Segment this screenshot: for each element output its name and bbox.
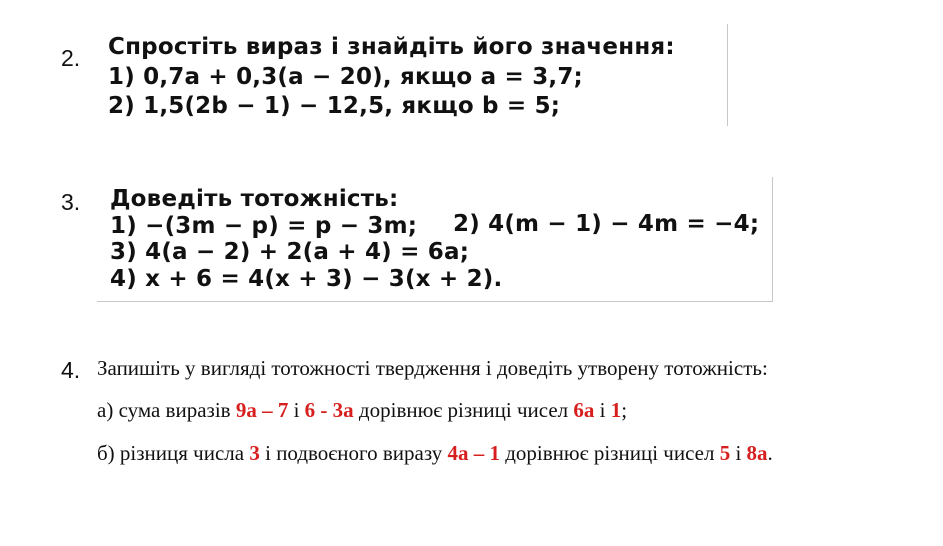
task-4-number: 4. [61,357,81,383]
task-2-number: 2. [61,45,81,71]
task-4-b-mid-2: дорівнює різниці чисел [499,441,720,465]
task-3-number: 3. [61,189,81,215]
task-4-a-expr-1: 9a – 7 [235,398,289,422]
task-4-b-expr-2: 4a – 1 [447,441,500,465]
task-4-a-sep-1: і [288,398,305,422]
task-4-heading: Запишіть у вигляді тотожності твердження і доведіть утворену тотожність: [97,356,768,380]
task-4-a-prefix: а) сума виразів [97,398,236,422]
task-4-b-end: . [767,441,773,465]
task-2-line-1: 1) 0,7a + 0,3(a − 20), якщо a = 3,7; [108,64,583,90]
task-3-scan-block [97,177,773,302]
task-4-a-expr-3: 6a [573,398,595,422]
task-4-b-expr-3: 5 [719,441,731,465]
task-3-line-1-left: 1) −(3m − p) = p − 3m; [110,213,418,239]
task-4-b-expr-1: 3 [249,441,260,465]
task-2-line-2: 2) 1,5(2b − 1) − 12,5, якщо b = 5; [108,93,561,119]
task-3-line-1-right: 2) 4(m − 1) − 4m = −4; [453,211,760,237]
task-4-b-mid-1: і подвоєного виразу [259,441,448,465]
task-4-item-a [97,400,627,421]
task-4-b-prefix: б) різниця числа [97,441,250,465]
task-3-line-2: 3) 4(a − 2) + 2(a + 4) = 6a; [110,239,470,265]
task-4-item-b [97,443,773,464]
task-4-b-expr-4: 8a [746,441,768,465]
task-2-heading: Спростіть вираз і знайдіть його значення: [108,34,675,60]
task-4-a-expr-4: 1 [610,398,622,422]
task-3-heading: Доведіть тотожність: [110,186,399,212]
task-4-a-expr-2: 6 - 3a [304,398,354,422]
task-4-a-sep-2: і [594,398,611,422]
task-3-line-3: 4) x + 6 = 4(x + 3) − 3(x + 2). [110,266,503,292]
task-4-b-sep: і [730,441,747,465]
task-4-a-mid: дорівнює різниці чисел [353,398,574,422]
task-2-scan-block [97,24,728,126]
task-4-a-end: ; [621,398,628,422]
